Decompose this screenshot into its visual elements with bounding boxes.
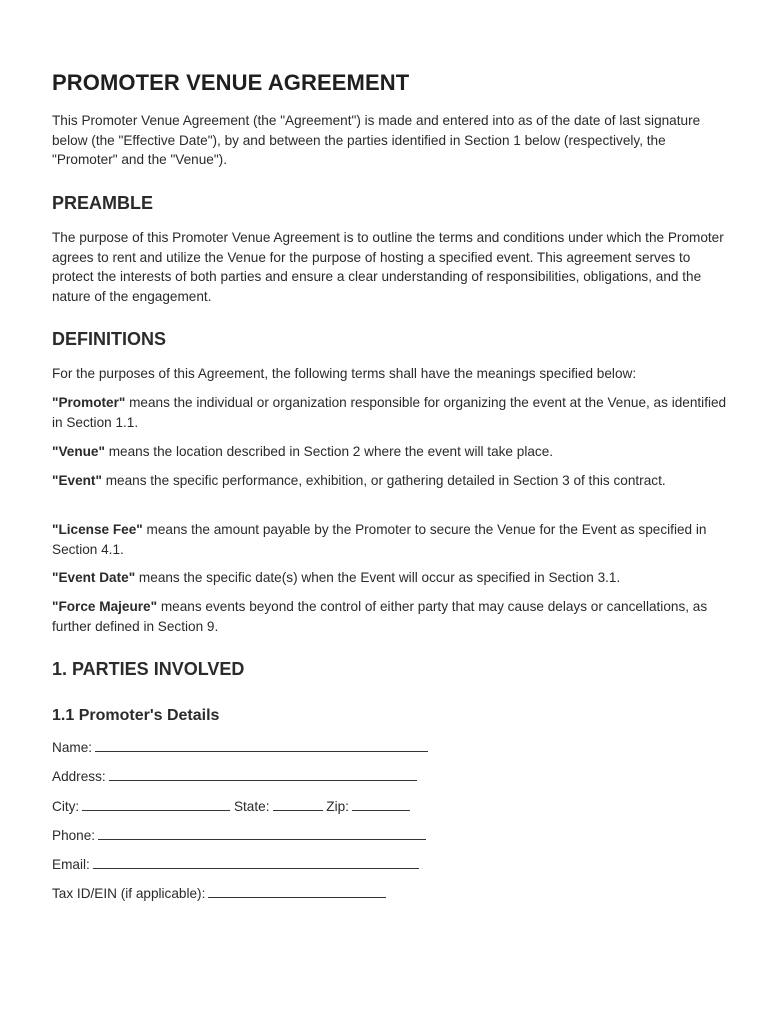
definition-term: "Event": [52, 473, 102, 488]
address-blank[interactable]: [109, 768, 417, 781]
city-blank[interactable]: [82, 798, 230, 811]
intro-paragraph: This Promoter Venue Agreement (the "Agreement") is made and entered into as of the date of last signature below (the "Effective Date"), by and between the parties identified in Section 1 below (respectively, the "Promoter" and the "Venue").: [52, 113, 701, 168]
state-label: State:: [233, 799, 270, 814]
document-title: PROMOTER VENUE AGREEMENT: [52, 70, 410, 95]
definition-item: [52, 393, 727, 432]
definitions-heading: DEFINITIONS: [52, 329, 167, 349]
name-blank[interactable]: [95, 739, 428, 752]
definition-text: means the amount payable by the Promoter to secure the Venue for the Event as specified in Section 4.1.: [52, 522, 707, 557]
preamble-paragraph: The purpose of this Promoter Venue Agreement is to outline the terms and conditions under which the Promoter agrees to rent and utilize the Venue for the purpose of hosting a specified event. This agreement serves to protect the interests of both parties and ensure a clear understanding of responsibilities, obligations, and the nature of the engagement.: [52, 230, 724, 304]
definition-term: "Force Majeure": [52, 599, 158, 614]
tax-id-row: [52, 884, 386, 904]
city-state-zip-row: [52, 797, 410, 817]
definition-item: [52, 597, 727, 636]
email-row: [52, 855, 419, 875]
phone-row: [52, 826, 426, 846]
address-label: Address:: [52, 769, 106, 784]
definition-text: means events beyond the control of either party that may cause delays or cancellations, as further defined in Section 9.: [52, 599, 708, 634]
parties-heading: 1. PARTIES INVOLVED: [52, 659, 245, 679]
name-row: [52, 738, 428, 758]
definition-text: means the individual or organization responsible for organizing the event at the Venue, as identified in Section 1.1.: [52, 395, 727, 430]
email-label: Email:: [52, 857, 90, 872]
definition-item: [52, 520, 727, 559]
definition-text: means the specific performance, exhibition, or gathering detailed in Section 3 of this contract.: [101, 473, 666, 488]
city-label: City:: [52, 799, 80, 814]
state-blank[interactable]: [273, 798, 323, 811]
address-row: [52, 767, 417, 787]
definitions-intro: For the purposes of this Agreement, the following terms shall have the meanings specified below:: [52, 366, 637, 381]
definition-item: [52, 442, 727, 462]
definition-term: "Venue": [52, 444, 105, 459]
name-label: Name:: [52, 740, 93, 755]
zip-label: Zip:: [326, 799, 349, 814]
definition-text: means the specific date(s) when the Event will occur as specified in Section 3.1.: [135, 570, 621, 585]
email-blank[interactable]: [93, 856, 419, 869]
definition-item: [52, 471, 727, 491]
definition-term: "Promoter": [52, 395, 126, 410]
tax-id-blank[interactable]: [208, 885, 386, 898]
promoter-details-heading: 1.1 Promoter's Details: [52, 707, 220, 724]
tax-id-label: Tax ID/EIN (if applicable):: [52, 886, 206, 901]
definition-term: "Event Date": [52, 570, 136, 585]
definition-item: [52, 568, 727, 588]
phone-blank[interactable]: [98, 827, 426, 840]
phone-label: Phone:: [52, 828, 96, 843]
zip-blank[interactable]: [352, 798, 410, 811]
definition-term: "License Fee": [52, 522, 143, 537]
definition-text: means the location described in Section 2 where the event will take place.: [104, 444, 554, 459]
preamble-heading: PREAMBLE: [52, 193, 154, 213]
